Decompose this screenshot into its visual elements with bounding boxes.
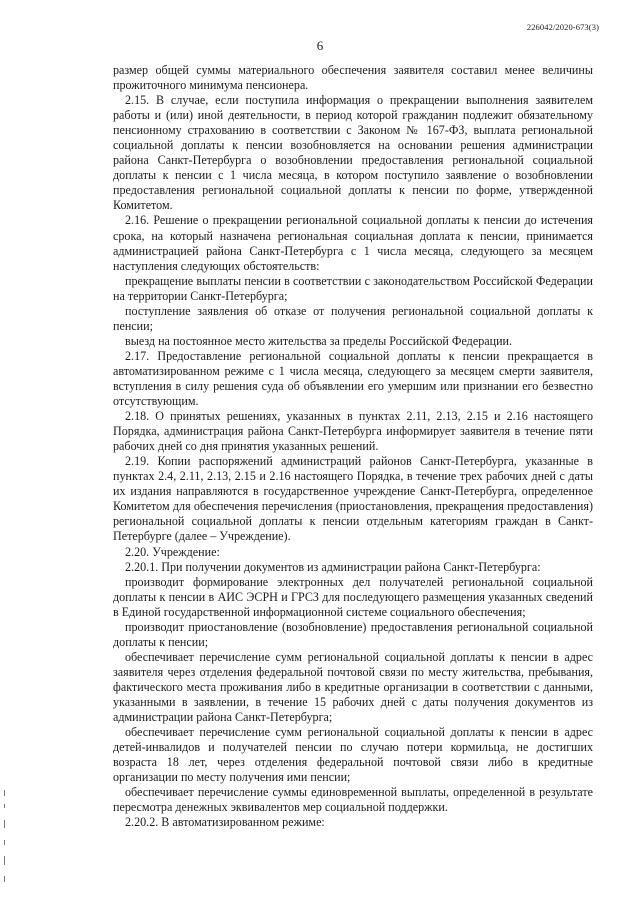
paragraph-2-16-item-2: поступление заявления об отказе от получения региональной социальной доплаты к пенсии; (113, 303, 593, 333)
paragraph-2-18: 2.18. О принятых решениях, указанных в пунктах 2.11, 2.13, 2.15 и 2.16 настоящего Порядка, администрация района Санкт-Петербурга информирует заявителя в течение пяти рабочих дней со дня принятия указанных решений. (113, 409, 593, 454)
paragraph-2-17: 2.17. Предоставление региональной социальной доплаты к пенсии прекращается в автоматизированном режиме с 1 числа месяца, следующего за месяцем смерти заявителя, вступления в силу решения суда об объявлении его умершим или признании его безвестно отсутствующим. (113, 348, 593, 409)
scan-margin-marks (0, 790, 12, 900)
document-body (113, 63, 593, 830)
paragraph-2-16: 2.16. Решение о прекращении региональной социальной доплаты к пенсии до истечения срока, на который назначена региональная социальная доплата к пенсии, принимается администрацией района Санкт-Петербурга с 1 числа месяца, следующего за месяцем наступления следующих обстоятельств: (113, 213, 593, 273)
scan-mark (4, 840, 5, 845)
paragraph-2-20-1-item-2: производит приостановление (возобновление) предоставления региональной социальной доплаты к пенсии; (113, 619, 593, 649)
paragraph-2-20-2: 2.20.2. В автоматизированном режиме: (125, 815, 325, 830)
paragraph-2-20-1-item-5: обеспечивает перечисление суммы единовременной выплаты, определенной в результате пересмотра денежных эквивалентов мер социальной поддержки. (113, 785, 593, 815)
paragraph-continuation: размер общей суммы материального обеспечения заявителя составил менее величины прожиточного минимума пенсионера. (113, 63, 593, 93)
paragraph-2-20-1-item-3: обеспечивает перечисление сумм региональной социальной доплаты к пенсии в адрес заявителя через отделения федеральной почтовой связи по месту жительства, пребывания, фактического места проживания либо в кредитные организации в соответствии с данными, указанными в заявлении, в течение 15 рабочих дней с даты получения документов из администрации района Санкт-Петербурга; (113, 649, 593, 725)
paragraph-2-15: 2.15. В случае, если поступила информация о прекращении выполнения заявителем работы и (или) иной деятельности, в период которой гражданин подлежит обязательному пенсионному страхованию в соответствии с Законом № 167-ФЗ, выплата региональной социальной доплаты к пенсии возобновляется на основании решения администрации района Санкт-Петербурга о возобновлении предоставления региональной социальной доплаты к пенсии с 1 числа месяца, в котором поступило заявление о возобновлении предоставления региональной социальной доплаты к пенсии по форме, утвержденной Комитетом. (113, 93, 593, 213)
paragraph-2-20-1: 2.20.1. При получении документов из администрации района Санкт-Петербурга: (125, 559, 541, 574)
paragraph-2-20: 2.20. Учреждение: (125, 544, 220, 559)
document-registration-number: 226042/2020-673(3) (526, 22, 599, 32)
scan-mark (4, 856, 5, 865)
paragraph-2-16-item-3: выезд на постоянное место жительства за пределы Российской Федерации. (125, 333, 513, 348)
scan-mark (4, 876, 5, 882)
paragraph-2-20-1-item-1: производит формирование электронных дел получателей региональной социальной доплаты к пенсии в АИС ЭСРН и ГРСЗ для последующего размещения указанных сведений в Единой государственной информационной системе социального обеспечения; (113, 574, 593, 619)
page-number: 6 (316, 38, 324, 53)
paragraph-2-19: 2.19. Копии распоряжений администраций районов Санкт-Петербурга, указанные в пунктах 2.4, 2.11, 2.13, 2.15 и 2.16 настоящего Порядка, в течение трех рабочих дней с даты их издания направляются в государственное учреждение Санкт-Петербурга, определенное Комитетом для обеспечения перечисления (приостановления, прекращения предоставления) региональной социальной доплаты к пенсии отдельным категориям граждан в Санкт-Петербурге (далее – Учреждение). (113, 454, 593, 544)
scan-mark (4, 820, 5, 828)
paragraph-2-16-item-1: прекращение выплаты пенсии в соответствии с законодательством Российской Федерации на территории Санкт-Петербурга; (113, 273, 593, 303)
paragraph-2-20-1-item-4: обеспечивает перечисление сумм региональной социальной доплаты к пенсии в адрес детей-инвалидов и получателей пенсии по случаю потери кормильца, не достигших возраста 18 лет, через отделения федеральной почтовой связи либо в кредитные организации по месту получения ими пенсии; (113, 725, 593, 785)
scan-mark (4, 804, 5, 808)
scan-mark (4, 790, 5, 796)
